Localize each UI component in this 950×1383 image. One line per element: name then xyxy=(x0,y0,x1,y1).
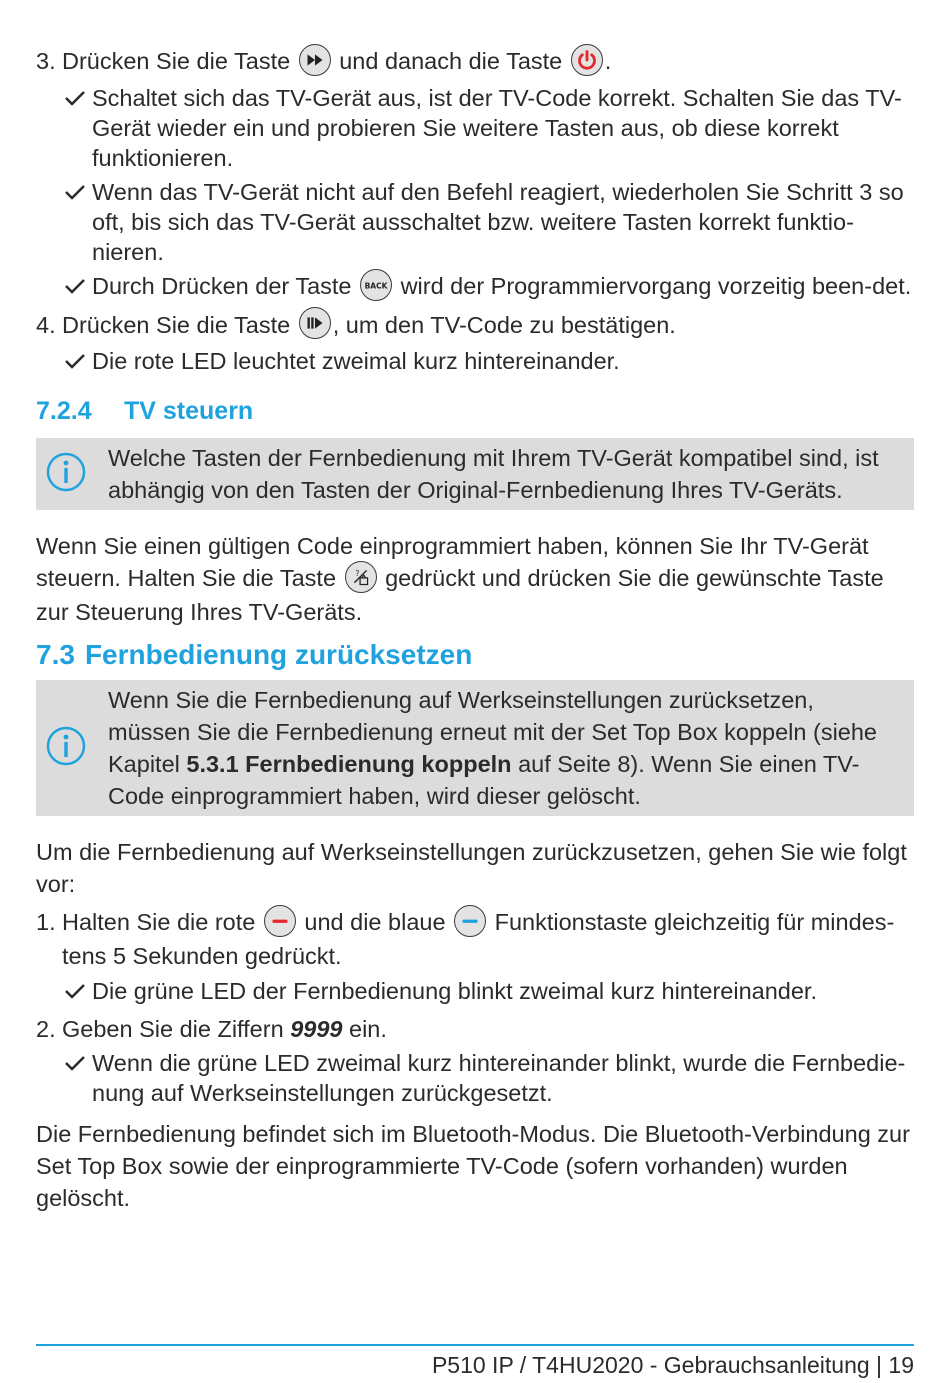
step-text: . xyxy=(604,48,612,74)
check-item xyxy=(36,271,914,304)
info-box xyxy=(36,680,914,816)
paragraph-text: Wenn Sie einen gültigen Code einprogrammiert haben, können Sie Ihr TV-Gerät steuern. Halten Sie die Taste xyxy=(36,533,869,592)
info-text: auf Seite 8). Wenn Sie einen TV-Code einprogrammiert haben, wird dieser gelöscht. xyxy=(108,751,860,810)
reset-step-1 xyxy=(36,906,914,972)
red-function-icon xyxy=(264,905,296,937)
reset-step-2 xyxy=(36,1014,914,1044)
chapter-reference: 5.3.1 Fernbedienung koppeln xyxy=(186,751,512,778)
paragraph-text: Die Fernbedienung befindet sich im Bluetooth-Modus. Die Bluetooth-Verbindung zur Set Top Box sowie der einprogrammierte TV-Code (sofern vorhanden) wurden gelöscht. xyxy=(36,1120,910,1211)
step-number: 4. xyxy=(36,311,56,338)
paragraph xyxy=(36,836,914,900)
info-box xyxy=(36,438,914,510)
check-text: Die rote LED leuchtet zweimal kurz hintereinander. xyxy=(92,348,620,375)
paragraph xyxy=(36,1118,914,1214)
back-icon xyxy=(360,269,392,301)
step-text: und die blaue xyxy=(304,909,446,936)
check-item xyxy=(36,346,914,376)
section-number: 7.3 xyxy=(36,639,75,671)
step-text: Drücken Sie die Taste xyxy=(62,48,291,74)
section-heading-7-2-4 xyxy=(36,396,914,426)
step-number: 3. xyxy=(36,48,56,74)
step-text: Drücken Sie die Taste xyxy=(62,311,291,338)
paragraph xyxy=(36,530,914,628)
check-text: Wenn das TV-Gerät nicht auf den Befehl reagiert, wiederholen Sie Schritt 3 so oft, bis sich das TV-Gerät ausschaltet bzw. weitere Tasten korrekt funktio-nieren. xyxy=(92,178,904,265)
step-text: Halten Sie die rote xyxy=(62,909,256,936)
footer-divider xyxy=(36,1344,914,1346)
fast-forward-icon xyxy=(299,44,331,76)
check-text: Durch Drücken der Taste xyxy=(92,272,352,299)
check-text: wird der Programmiervorgang vorzeitig been-det. xyxy=(400,272,912,299)
paragraph-text: Um die Fernbedienung auf Werkseinstellungen zurückzusetzen, gehen Sie wie folgt vor: xyxy=(36,839,907,898)
section-heading-7-3 xyxy=(36,640,914,670)
check-icon xyxy=(64,353,86,369)
check-text: Schaltet sich das TV-Gerät aus, ist der TV-Code korrekt. Schalten Sie das TV-Gerät wieder ein und probieren Sie weitere Tasten aus, ob diese korrekt funktionieren. xyxy=(92,84,902,171)
check-icon xyxy=(64,1055,86,1071)
check-text: Wenn die grüne LED zweimal kurz hintereinander blinkt, wurde die Fernbedie-nung auf Werkseinstellungen zurückgesetzt. xyxy=(92,1049,906,1106)
svg-text:?: ? xyxy=(354,569,359,579)
back-label: BACK xyxy=(364,280,388,290)
blue-function-icon xyxy=(454,905,486,937)
step-number: 1. xyxy=(36,909,56,936)
step-4 xyxy=(36,310,914,343)
info-text: Welche Tasten der Fernbedienung mit Ihrem TV-Gerät kompatibel sind, ist abhängig von den Tasten der Original-Fernbedienung Ihres TV-Geräts. xyxy=(108,445,879,504)
check-icon xyxy=(64,90,86,106)
paragraph-text: gedrückt und drücken Sie die gewünschte Taste zur Steuerung Ihres TV-Geräts. xyxy=(36,565,884,626)
step-text: , um den TV-Code zu bestätigen. xyxy=(332,311,676,338)
check-item xyxy=(36,1048,914,1108)
check-icon xyxy=(64,983,86,999)
play-pause-icon xyxy=(299,307,331,339)
info-icon xyxy=(44,724,88,768)
step-text: ein. xyxy=(349,1015,387,1042)
check-icon xyxy=(64,184,86,200)
section-title: Fernbedienung zurücksetzen xyxy=(84,639,473,671)
page-footer: P510 IP / T4HU2020 - Gebrauchsanleitung | 19 xyxy=(431,1352,914,1378)
document-page xyxy=(36,46,914,1214)
step-number: 2. xyxy=(36,1015,56,1042)
section-title: TV steuern xyxy=(124,397,254,426)
tv-mode-icon xyxy=(345,561,377,593)
power-icon xyxy=(571,44,603,76)
info-icon xyxy=(44,450,88,494)
section-number: 7.2.4 xyxy=(36,397,92,426)
check-text: Die grüne LED der Fernbedienung blinkt zweimal kurz hintereinander. xyxy=(92,977,817,1004)
check-item xyxy=(36,976,914,1006)
step-text: Funktionstaste gleichzeitig für mindes-tens 5 Sekunden gedrückt. xyxy=(62,909,895,969)
digits: 9999 xyxy=(290,1015,343,1042)
step-text: Geben Sie die Ziffern xyxy=(62,1015,284,1042)
step-text: und danach die Taste xyxy=(339,48,563,74)
info-text: Wenn Sie die Fernbedienung auf Werkseinstellungen zurücksetzen, müssen Sie die Fernbedienung erneut mit der Set Top Box koppeln (siehe Kapitel xyxy=(108,687,878,778)
step-3 xyxy=(36,46,914,79)
check-item xyxy=(36,177,914,267)
check-item xyxy=(36,83,914,173)
check-icon xyxy=(64,278,86,294)
